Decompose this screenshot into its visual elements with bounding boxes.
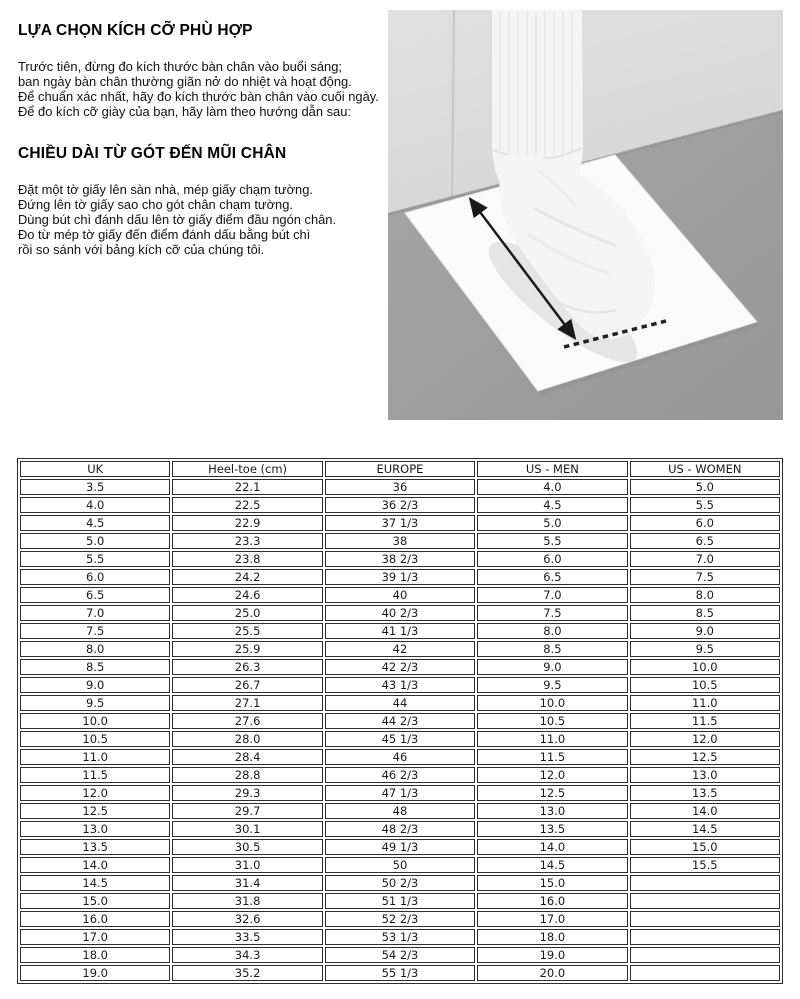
table-cell: 19.0	[477, 947, 627, 963]
table-cell: 49 1/3	[325, 839, 475, 855]
table-row	[20, 803, 780, 819]
table-cell: 11.5	[20, 767, 170, 783]
column-header-us-women: US - WOMEN	[630, 461, 780, 477]
table-cell: 31.8	[172, 893, 322, 909]
table-cell: 8.0	[630, 587, 780, 603]
table-cell	[630, 911, 780, 927]
table-cell: 40	[325, 587, 475, 603]
table-cell: 10.0	[630, 659, 780, 675]
table-cell: 29.3	[172, 785, 322, 801]
table-cell: 13.5	[477, 821, 627, 837]
table-cell: 15.5	[630, 857, 780, 873]
table-cell: 53 1/3	[325, 929, 475, 945]
table-cell: 51 1/3	[325, 893, 475, 909]
table-row	[20, 785, 780, 801]
column-header-us-men: US - MEN	[477, 461, 627, 477]
table-cell: 40 2/3	[325, 605, 475, 621]
table-cell: 23.3	[172, 533, 322, 549]
table-cell: 27.6	[172, 713, 322, 729]
table-row	[20, 659, 780, 675]
table-row	[20, 947, 780, 963]
table-cell: 27.1	[172, 695, 322, 711]
table-cell: 9.0	[20, 677, 170, 693]
column-header-europe: EUROPE	[325, 461, 475, 477]
table-cell	[630, 947, 780, 963]
table-cell	[630, 875, 780, 891]
table-cell: 50	[325, 857, 475, 873]
table-cell: 14.5	[20, 875, 170, 891]
table-cell: 13.0	[477, 803, 627, 819]
table-cell: 48	[325, 803, 475, 819]
table-cell: 24.6	[172, 587, 322, 603]
table-row	[20, 731, 780, 747]
table-cell: 18.0	[477, 929, 627, 945]
table-cell: 12.0	[630, 731, 780, 747]
table-cell: 10.5	[477, 713, 627, 729]
table-cell: 11.5	[477, 749, 627, 765]
table-row	[20, 497, 780, 513]
section-title-heel-toe: CHIỀU DÀI TỪ GÓT ĐẾN MŨI CHÂN	[18, 145, 287, 162]
table-cell: 26.7	[172, 677, 322, 693]
table-cell: 9.5	[477, 677, 627, 693]
table-cell: 29.7	[172, 803, 322, 819]
table-cell: 5.5	[20, 551, 170, 567]
foot-measure-photo	[388, 10, 783, 420]
table-cell: 3.5	[20, 479, 170, 495]
table-cell: 50 2/3	[325, 875, 475, 891]
table-cell: 28.4	[172, 749, 322, 765]
table-cell: 15.0	[477, 875, 627, 891]
table-cell: 36 2/3	[325, 497, 475, 513]
table-cell: 38	[325, 533, 475, 549]
table-cell: 8.0	[20, 641, 170, 657]
table-cell: 13.5	[20, 839, 170, 855]
table-row	[20, 965, 780, 981]
size-guide-header-area	[0, 0, 800, 458]
table-cell: 5.5	[477, 533, 627, 549]
table-cell: 12.0	[477, 767, 627, 783]
table-cell: 6.0	[20, 569, 170, 585]
table-cell: 44	[325, 695, 475, 711]
table-row	[20, 695, 780, 711]
table-cell: 23.8	[172, 551, 322, 567]
table-row	[20, 569, 780, 585]
table-cell: 20.0	[477, 965, 627, 981]
table-cell	[630, 965, 780, 981]
table-cell: 16.0	[20, 911, 170, 927]
table-cell: 45 1/3	[325, 731, 475, 747]
fit-instruction-line: Để chuẩn xác nhất, hãy đo kích thước bàn chân vào cuối ngày.	[18, 89, 379, 104]
table-cell: 14.0	[20, 857, 170, 873]
table-cell: 11.0	[477, 731, 627, 747]
table-cell: 13.0	[20, 821, 170, 837]
table-cell: 17.0	[477, 911, 627, 927]
table-cell: 16.0	[477, 893, 627, 909]
fit-instruction-line: Để đo kích cỡ giày của bạn, hãy làm theo hướng dẫn sau:	[18, 104, 351, 119]
table-cell: 15.0	[630, 839, 780, 855]
table-cell: 5.5	[630, 497, 780, 513]
table-cell: 13.0	[630, 767, 780, 783]
header-row	[20, 461, 780, 477]
table-row	[20, 749, 780, 765]
table-cell: 6.5	[20, 587, 170, 603]
fit-instruction-line: Trước tiên, đừng đo kích thước bàn chân vào buổi sáng;	[18, 59, 342, 74]
table-cell: 4.5	[477, 497, 627, 513]
table-cell: 5.0	[477, 515, 627, 531]
table-cell: 8.5	[477, 641, 627, 657]
table-cell: 8.0	[477, 623, 627, 639]
instructions-column	[18, 14, 386, 257]
length-instruction-line: Đo từ mép tờ giấy đến điểm đánh dấu bằng bút chì	[18, 227, 311, 242]
table-row	[20, 479, 780, 495]
table-cell: 7.0	[477, 587, 627, 603]
length-instruction-line: Đặt một tờ giấy lên sàn nhà, mép giấy chạm tường.	[18, 182, 313, 197]
table-cell: 6.0	[477, 551, 627, 567]
table-cell: 9.0	[477, 659, 627, 675]
table-cell: 30.1	[172, 821, 322, 837]
length-instruction-line: Đứng lên tờ giấy sao cho gót chân chạm tường.	[18, 197, 293, 212]
table-row	[20, 929, 780, 945]
table-cell	[630, 893, 780, 909]
table-cell: 6.5	[477, 569, 627, 585]
table-cell: 24.2	[172, 569, 322, 585]
table-row	[20, 677, 780, 693]
table-cell: 46 2/3	[325, 767, 475, 783]
table-cell: 28.8	[172, 767, 322, 783]
table-cell: 6.5	[630, 533, 780, 549]
table-cell: 17.0	[20, 929, 170, 945]
table-cell: 52 2/3	[325, 911, 475, 927]
table-cell: 14.0	[630, 803, 780, 819]
table-cell: 15.0	[20, 893, 170, 909]
table-cell: 30.5	[172, 839, 322, 855]
table-cell: 39 1/3	[325, 569, 475, 585]
table-cell: 4.0	[477, 479, 627, 495]
table-cell: 7.5	[630, 569, 780, 585]
table-cell: 10.5	[630, 677, 780, 693]
table-cell: 12.5	[477, 785, 627, 801]
table-cell: 38 2/3	[325, 551, 475, 567]
table-cell: 9.0	[630, 623, 780, 639]
length-instruction-line: rồi so sánh với bảng kích cỡ của chúng tôi.	[18, 242, 265, 257]
table-row	[20, 713, 780, 729]
table-cell: 41 1/3	[325, 623, 475, 639]
table-cell: 7.0	[630, 551, 780, 567]
table-cell: 22.1	[172, 479, 322, 495]
foot-measure-illustration	[388, 10, 783, 420]
table-cell: 13.5	[630, 785, 780, 801]
table-row	[20, 857, 780, 873]
table-cell: 25.0	[172, 605, 322, 621]
table-cell: 46	[325, 749, 475, 765]
table-row	[20, 533, 780, 549]
table-row	[20, 551, 780, 567]
table-cell: 7.5	[477, 605, 627, 621]
table-cell: 22.5	[172, 497, 322, 513]
table-cell: 12.0	[20, 785, 170, 801]
table-cell: 31.4	[172, 875, 322, 891]
table-cell: 11.5	[630, 713, 780, 729]
table-cell: 5.0	[20, 533, 170, 549]
table-cell: 12.5	[20, 803, 170, 819]
table-cell: 31.0	[172, 857, 322, 873]
table-cell: 14.0	[477, 839, 627, 855]
table-cell: 4.0	[20, 497, 170, 513]
table-cell: 36	[325, 479, 475, 495]
table-row	[20, 911, 780, 927]
fit-instruction-line: ban ngày bàn chân thường giãn nở do nhiệt và hoạt động.	[18, 74, 352, 89]
table-row	[20, 893, 780, 909]
table-cell	[630, 929, 780, 945]
table-row	[20, 605, 780, 621]
table-row	[20, 875, 780, 891]
table-cell: 6.0	[630, 515, 780, 531]
table-cell: 34.3	[172, 947, 322, 963]
table-cell: 9.5	[630, 641, 780, 657]
table-cell: 7.5	[20, 623, 170, 639]
table-cell: 18.0	[20, 947, 170, 963]
table-cell: 35.2	[172, 965, 322, 981]
table-cell: 54 2/3	[325, 947, 475, 963]
table-cell: 7.0	[20, 605, 170, 621]
table-row	[20, 839, 780, 855]
table-cell: 11.0	[630, 695, 780, 711]
table-cell: 14.5	[630, 821, 780, 837]
column-header-heel-toe: Heel-toe (cm)	[172, 461, 322, 477]
length-instruction-line: Dùng bút chì đánh dấu lên tờ giấy điểm đầu ngón chân.	[18, 212, 337, 227]
table-cell: 10.0	[20, 713, 170, 729]
section-title-fit: LỰA CHỌN KÍCH CỠ PHÙ HỢP	[18, 22, 253, 39]
table-row	[20, 641, 780, 657]
table-row	[20, 623, 780, 639]
table-cell: 14.5	[477, 857, 627, 873]
table-row	[20, 767, 780, 783]
table-cell: 12.5	[630, 749, 780, 765]
table-cell: 4.5	[20, 515, 170, 531]
table-cell: 22.9	[172, 515, 322, 531]
table-cell: 11.0	[20, 749, 170, 765]
size-table	[17, 458, 783, 984]
table-cell: 9.5	[20, 695, 170, 711]
table-cell: 10.5	[20, 731, 170, 747]
table-cell: 32.6	[172, 911, 322, 927]
table-cell: 5.0	[630, 479, 780, 495]
table-cell: 28.0	[172, 731, 322, 747]
size-table-body	[20, 479, 780, 981]
table-cell: 42	[325, 641, 475, 657]
table-cell: 8.5	[20, 659, 170, 675]
table-cell: 47 1/3	[325, 785, 475, 801]
table-cell: 43 1/3	[325, 677, 475, 693]
table-cell: 10.0	[477, 695, 627, 711]
table-cell: 44 2/3	[325, 713, 475, 729]
table-cell: 25.9	[172, 641, 322, 657]
table-cell: 26.3	[172, 659, 322, 675]
column-header-uk: UK	[20, 461, 170, 477]
table-cell: 33.5	[172, 929, 322, 945]
table-cell: 55 1/3	[325, 965, 475, 981]
table-cell: 48 2/3	[325, 821, 475, 837]
table-cell: 42 2/3	[325, 659, 475, 675]
table-cell: 25.5	[172, 623, 322, 639]
table-row	[20, 515, 780, 531]
table-cell: 19.0	[20, 965, 170, 981]
table-cell: 37 1/3	[325, 515, 475, 531]
table-cell: 8.5	[630, 605, 780, 621]
size-table-header	[20, 461, 780, 477]
table-row	[20, 587, 780, 603]
table-row	[20, 821, 780, 837]
